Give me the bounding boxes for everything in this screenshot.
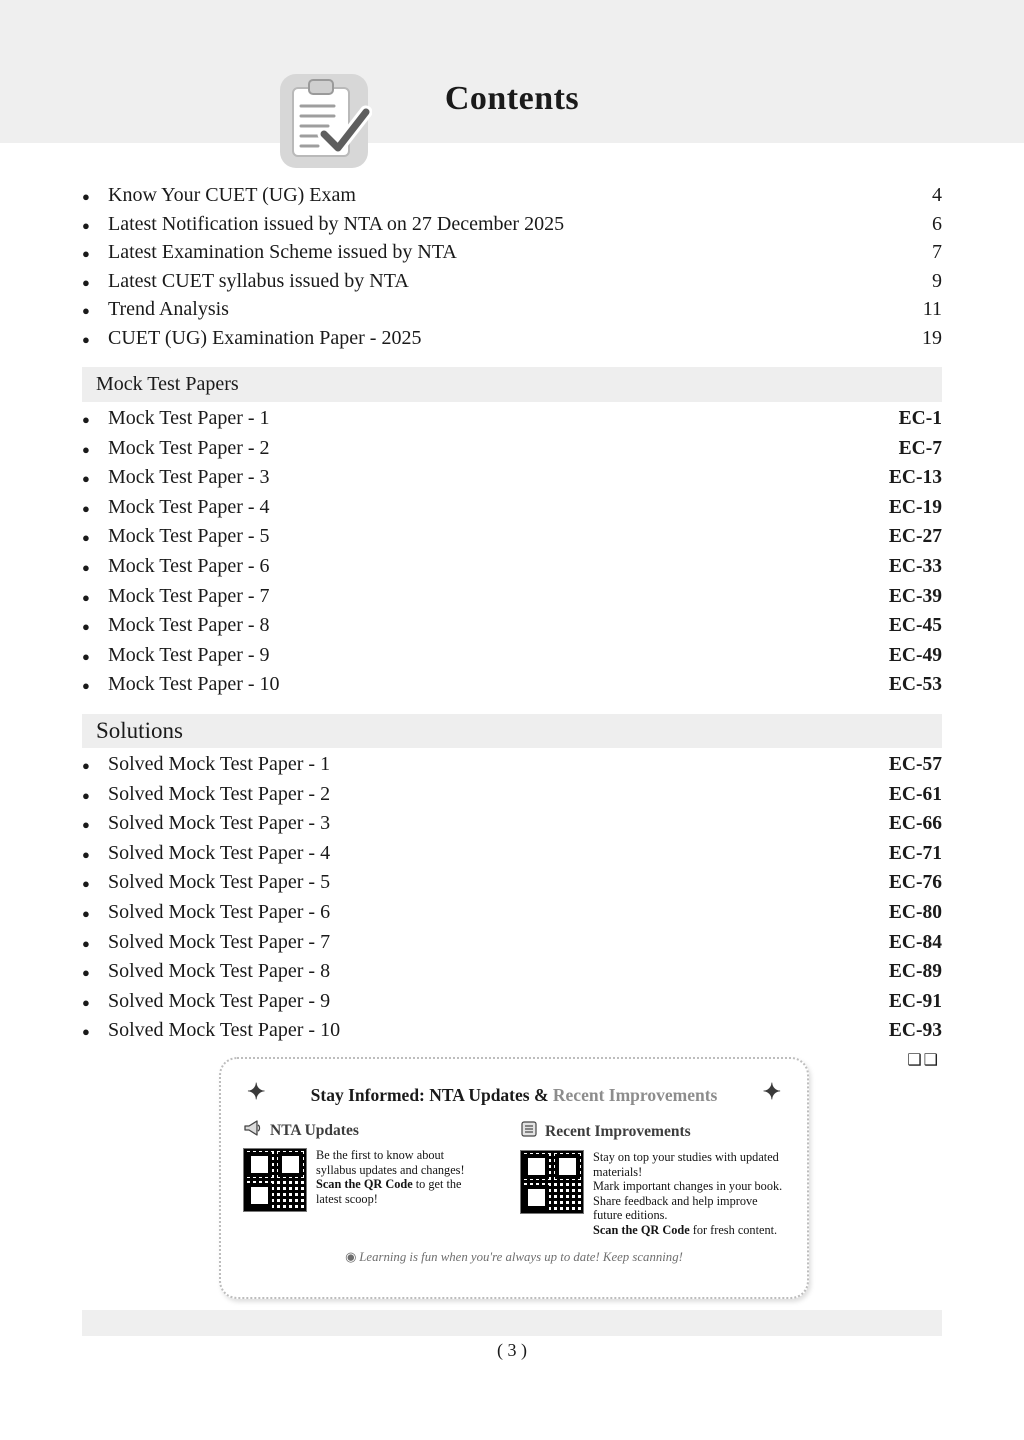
toc-label: Mock Test Paper - 5 — [108, 525, 270, 548]
list-item[interactable] — [82, 1016, 942, 1046]
list-item[interactable] — [82, 582, 942, 612]
page-title: Contents — [444, 80, 580, 117]
qr-code-recent-improvements[interactable] — [520, 1150, 584, 1214]
toc-page: EC-93 — [888, 1020, 942, 1042]
bullet-icon: ● — [82, 471, 90, 487]
list-item[interactable] — [82, 493, 942, 523]
toc-page: EC-89 — [888, 961, 942, 983]
bullet-icon: ● — [82, 217, 90, 233]
bullet-icon: ● — [82, 876, 90, 892]
bullet-icon: ● — [82, 905, 90, 921]
solutions-list — [82, 750, 942, 1046]
bullet-icon: ● — [82, 678, 90, 694]
toc-page: 6 — [932, 212, 942, 235]
toc-label: Solved Mock Test Paper - 10 — [108, 1019, 341, 1042]
promo-heading-text: Recent Improvements — [545, 1122, 691, 1140]
list-item[interactable] — [82, 987, 942, 1017]
toc-label: Solved Mock Test Paper - 9 — [108, 989, 331, 1012]
bullet-icon: ● — [82, 846, 90, 862]
toc-label: Mock Test Paper - 8 — [108, 614, 270, 637]
toc-page: EC-19 — [888, 496, 942, 518]
toc-page: EC-84 — [888, 931, 942, 953]
promo-title-main: Stay Informed: NTA Updates & — [310, 1085, 549, 1105]
promo-footer — [221, 1250, 807, 1265]
section-heading-mock-test-papers: Mock Test Papers — [82, 367, 942, 402]
bullet-icon: ● — [82, 1024, 90, 1040]
toc-page: EC-39 — [888, 585, 942, 607]
bullet-icon: ● — [82, 994, 90, 1010]
toc-page: EC-57 — [888, 753, 942, 775]
list-item[interactable] — [82, 670, 942, 700]
toc-page: EC-71 — [888, 842, 942, 864]
promo-column-recent-improvements — [514, 1120, 791, 1238]
list-item[interactable] — [82, 296, 942, 325]
toc-page: EC-33 — [888, 555, 942, 577]
toc-page: EC-7 — [898, 437, 942, 459]
promo-text-nta-updates — [316, 1148, 465, 1212]
list-item[interactable] — [82, 750, 942, 780]
bullet-icon: ● — [82, 412, 90, 427]
sparkle-icon: ✦ — [762, 1079, 781, 1104]
toc-label: Solved Mock Test Paper - 5 — [108, 871, 331, 894]
promo-line-3-bold: Scan the QR Code — [316, 1177, 413, 1192]
toc-page: EC-49 — [888, 644, 942, 666]
toc-page: EC-13 — [888, 467, 942, 489]
bullet-icon: ● — [82, 589, 90, 605]
megaphone-icon — [243, 1120, 263, 1141]
sparkle-icon: ✦ — [247, 1079, 266, 1104]
mock-test-papers-list — [82, 404, 942, 700]
toc-label: Latest Notification issued by NTA on 27 December 2025 — [108, 212, 565, 235]
bullet-icon: ● — [82, 189, 90, 204]
bullet-icon: ● — [82, 559, 90, 575]
promo-line-1: Be the first to know about — [316, 1148, 445, 1162]
list-item[interactable] — [82, 268, 942, 297]
footer-band — [82, 1310, 942, 1336]
list-item[interactable] — [82, 780, 942, 810]
list-item[interactable] — [82, 809, 942, 839]
list-item[interactable] — [82, 641, 942, 671]
promo-heading-text: NTA Updates — [270, 1121, 359, 1139]
promo-line-4: Share feedback and help improve — [593, 1193, 758, 1208]
toc-label: Solved Mock Test Paper - 3 — [108, 812, 331, 835]
promo-title-accent: Recent Improvements — [552, 1085, 718, 1105]
bullet-icon: ● — [82, 787, 90, 803]
toc-page: EC-80 — [888, 901, 942, 923]
toc-page: EC-61 — [888, 783, 942, 805]
list-item[interactable] — [82, 182, 942, 211]
toc-label: Solved Mock Test Paper - 1 — [108, 752, 331, 775]
list-item[interactable] — [82, 611, 942, 641]
toc-label: Solved Mock Test Paper - 8 — [108, 960, 331, 983]
promo-footer-text: Learning is fun when you're always up to date! Keep scanning! — [359, 1249, 683, 1264]
list-item[interactable] — [82, 404, 942, 434]
toc-page: 7 — [932, 241, 942, 263]
contents-body — [82, 182, 942, 1070]
toc-label: Mock Test Paper - 10 — [108, 673, 280, 696]
document-list-icon — [520, 1120, 538, 1143]
bullet-icon: ● — [82, 274, 90, 290]
toc-page: 11 — [922, 298, 942, 320]
toc-label: Mock Test Paper - 2 — [108, 436, 270, 459]
end-of-section-mark: ❑❑ — [907, 1051, 940, 1069]
toc-page: EC-53 — [888, 674, 942, 696]
toc-label: CUET (UG) Examination Paper - 2025 — [108, 326, 422, 349]
toc-label: Mock Test Paper - 6 — [108, 554, 270, 577]
list-item[interactable] — [82, 898, 942, 928]
bullet-icon: ● — [82, 935, 90, 951]
bullet-icon: ● — [82, 441, 90, 457]
list-item[interactable] — [82, 522, 942, 552]
bullet-icon: ● — [82, 757, 90, 773]
promo-line-2: syllabus updates and changes! — [316, 1162, 465, 1177]
toc-page: 9 — [932, 269, 942, 292]
list-item[interactable] — [82, 839, 942, 869]
toc-label: Solved Mock Test Paper - 2 — [108, 782, 331, 805]
bullet-icon: ● — [82, 530, 90, 546]
toc-page: EC-91 — [888, 990, 942, 1012]
qr-code-nta-updates[interactable] — [243, 1148, 307, 1212]
promo-column-heading — [520, 1120, 785, 1143]
toc-page: EC-45 — [888, 615, 942, 637]
toc-label: Solved Mock Test Paper - 4 — [108, 841, 331, 864]
toc-label: Mock Test Paper - 7 — [108, 584, 270, 607]
list-item[interactable] — [82, 239, 942, 268]
toc-label: Mock Test Paper - 4 — [108, 495, 270, 518]
promo-line-5: future editions. — [593, 1208, 668, 1223]
promo-line-3: Mark important changes in your book. — [593, 1179, 783, 1194]
toc-page: EC-66 — [888, 813, 942, 835]
intro-list — [82, 182, 942, 353]
bullet-icon: ● — [82, 331, 90, 347]
bullet-icon: ● — [82, 303, 90, 318]
bullet-icon: ● — [82, 619, 90, 635]
target-icon: ◉ — [345, 1249, 357, 1264]
page-number: ( 3 ) — [497, 1340, 527, 1360]
toc-page: EC-27 — [888, 526, 942, 548]
toc-page: 19 — [922, 326, 942, 349]
toc-label: Solved Mock Test Paper - 6 — [108, 900, 331, 923]
bullet-icon: ● — [82, 648, 90, 664]
promo-box — [219, 1057, 809, 1299]
promo-text-recent-improvements — [593, 1150, 782, 1238]
list-item[interactable] — [82, 325, 942, 354]
promo-column-heading — [243, 1120, 508, 1141]
list-item[interactable] — [82, 434, 942, 464]
promo-line-2: materials! — [593, 1164, 643, 1179]
section-heading-solutions: Solutions — [82, 714, 942, 748]
toc-page: EC-1 — [898, 408, 942, 429]
toc-label: Mock Test Paper - 1 — [108, 407, 270, 429]
toc-label: Latest Examination Scheme issued by NTA — [108, 241, 457, 263]
toc-label: Solved Mock Test Paper - 7 — [108, 930, 331, 953]
promo-line-6-bold: Scan the QR Code — [593, 1222, 690, 1237]
list-item[interactable] — [82, 211, 942, 240]
toc-label: Know Your CUET (UG) Exam — [108, 184, 356, 206]
promo-line-4: latest scoop! — [316, 1191, 378, 1206]
list-item[interactable] — [82, 868, 942, 898]
promo-line-3-rest: to get the — [412, 1177, 462, 1192]
toc-page: EC-76 — [888, 872, 942, 894]
bullet-icon: ● — [82, 500, 90, 516]
list-item[interactable] — [82, 463, 942, 493]
toc-label: Latest CUET syllabus issued by NTA — [108, 269, 409, 292]
promo-line-1: Stay on top your studies with updated — [593, 1150, 779, 1164]
page-header — [0, 0, 1024, 143]
promo-title — [221, 1079, 807, 1106]
toc-label: Mock Test Paper - 9 — [108, 643, 270, 666]
toc-label: Mock Test Paper - 3 — [108, 466, 270, 489]
toc-label: Trend Analysis — [108, 298, 229, 320]
bullet-icon: ● — [82, 965, 90, 981]
promo-column-nta-updates — [237, 1120, 514, 1238]
bullet-icon: ● — [82, 817, 90, 833]
toc-page: 4 — [932, 184, 942, 206]
list-item[interactable] — [82, 928, 942, 958]
promo-line-6-rest: for fresh content. — [689, 1222, 778, 1237]
list-item[interactable] — [82, 552, 942, 582]
bullet-icon: ● — [82, 246, 90, 261]
list-item[interactable] — [82, 957, 942, 987]
